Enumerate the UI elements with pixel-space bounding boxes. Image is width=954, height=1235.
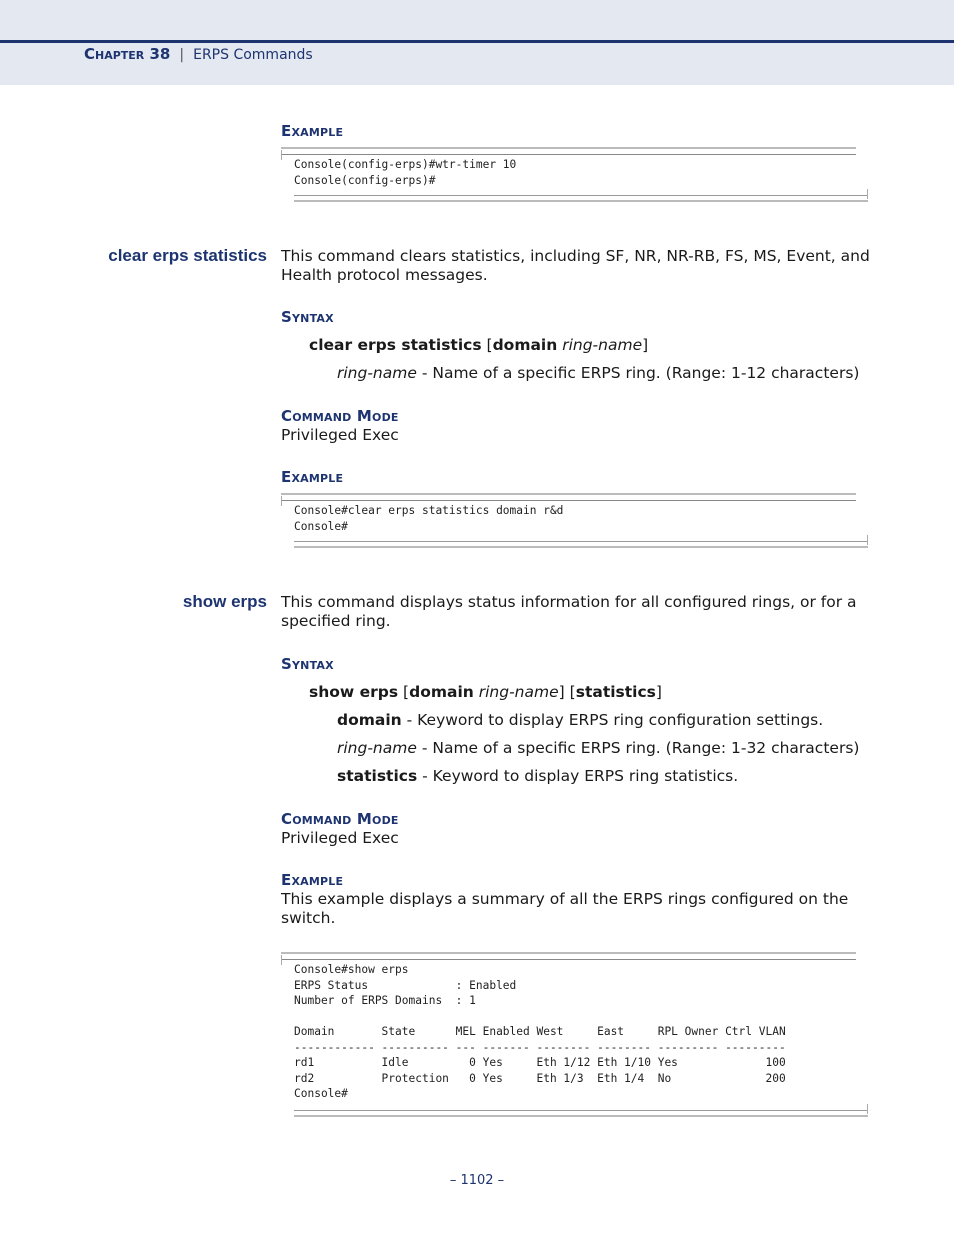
bracket: ] [642,336,649,354]
param-name: ring-name [337,739,417,757]
command-mode: Privileged Exec [281,426,399,444]
command-mode-heading: Command Mode [281,407,399,425]
syntax-line [309,683,662,702]
syntax-heading: Syntax [281,655,334,673]
command-description: This command displays status information for all configured rings, or for a specified ring. [281,593,857,630]
param-name: domain [337,711,402,729]
syntax-arg: ring-name [478,683,559,701]
param-item [337,739,859,758]
param-item [337,711,823,730]
command-mode: Privileged Exec [281,829,399,847]
syntax-keyword-domain: domain [409,683,474,701]
param-desc: - Keyword to display ERPS ring statistics. [417,767,739,785]
syntax-line [309,336,648,355]
chapter-label: Chapter 38 [84,45,171,63]
param-desc: - Name of a specific ERPS ring. (Range: 1-12 characters) [416,364,860,382]
syntax-command: show erps [309,683,399,701]
syntax-command: clear erps statistics [309,336,482,354]
bracket: [ [486,336,493,354]
code-block [281,147,868,203]
code-block [281,952,868,1118]
code-block [281,493,868,549]
code-text: Console#clear erps statistics domain r&d Console# [294,504,564,533]
param-desc: - Name of a specific ERPS ring. (Range: 1-32 characters) [416,739,860,757]
example-heading: Example [281,122,344,140]
syntax-heading: Syntax [281,308,334,326]
header-separator: | [179,47,185,63]
syntax-arg: ring-name [562,336,643,354]
bracket: ] [655,683,662,701]
chapter-title: ERPS Commands [193,47,313,63]
example-heading: Example [281,871,344,889]
command-description: This command clears statistics, including SF, NR, NR-RB, FS, MS, Event, and Health protocol messages. [281,247,870,284]
bracket: [ [569,683,576,701]
example-description: This example displays a summary of all the ERPS rings configured on the switch. [281,890,849,927]
param-desc: - Keyword to display ERPS ring configuration settings. [401,711,824,729]
param-name: statistics [337,767,418,785]
param-item [337,364,859,383]
code-text: Console(config-erps)#wtr-timer 10 Console(config-erps)# [294,158,517,187]
bracket: ] [558,683,565,701]
bracket: [ [403,683,410,701]
command-title: clear erps statistics [108,246,267,265]
command-mode-heading: Command Mode [281,810,399,828]
page-number: – 1102 – [449,1173,505,1188]
param-name: ring-name [337,364,417,382]
syntax-keyword-domain: domain [492,336,558,354]
code-text: Console#show erps ERPS Status : Enabled Number of ERPS Domains : 1 Domain State MEL Enabled West East RPL Owner Ctrl VLAN ------------ ---------- --- ------- -------- -------- --------- --------- rd1 Idle 0 Yes Eth 1/12 Eth 1/10 Yes 100 rd2 Protection 0 Yes Eth 1/3 Eth 1/4 No 200 Console# [294,963,786,1100]
command-title: show erps [182,592,267,611]
param-item [337,767,738,786]
header-rule [0,40,954,43]
example-heading: Example [281,468,344,486]
syntax-keyword-statistics: statistics [575,683,656,701]
running-header [84,45,313,63]
